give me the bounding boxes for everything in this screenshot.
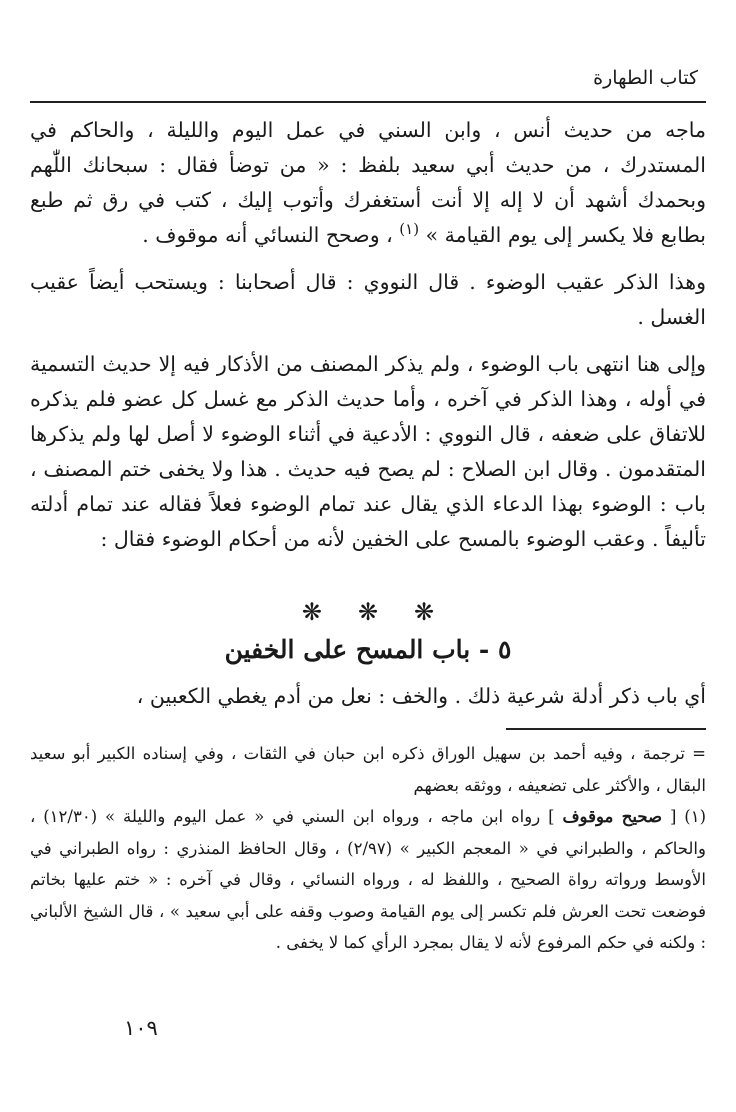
page-number: ١٠٩ <box>124 1016 158 1040</box>
footnote-1-grade: صحيح موقوف <box>562 807 663 826</box>
footnote-rule <box>506 728 706 730</box>
star-ornament-icon: ❋ <box>301 598 322 626</box>
main-text <box>30 113 706 557</box>
paragraph-3: وإلى هنا انتهى باب الوضوء ، ولم يذكر المصنف من الأذكار فيه إلا حديث التسمية في أوله ، وهذا الذكر في آخره ، وأما حديث الذكر مع غسل كل عضو فلم يذكره للاتفاق على ضعفه ، قال النووي : الأدعية في أثناء الوضوء لا أصل لها ولم يذكرها المتقدمون . وقال ابن الصلاح : لم يصح فيه حديث . هذا ولا يخفى ختم المصنف ، باب : الوضوء بهذا الدعاء الذي يقال عند تمام الوضوء فعلاً فقاله عند تمام أدلته تأليفاً . وعقب الوضوء بالمسح على الخفين لأنه من أحكام الوضوء فقال : <box>30 352 706 551</box>
chapter-first-line: أي باب ذكر أدلة شرعية ذلك . والخف : نعل من أدم يغطي الكعبين ، <box>136 684 706 708</box>
section-separator <box>0 598 736 626</box>
running-head-title: كتاب الطهارة <box>593 67 698 89</box>
footnote-1 <box>30 801 706 959</box>
star-ornament-icon: ❋ <box>357 598 379 626</box>
paragraph-2: وهذا الذكر عقيب الوضوء . قال النووي : قال أصحابنا : ويستحب أيضاً عقيب الغسل . <box>30 270 706 329</box>
footnote-continuation: = ترجمة ، وفيه أحمد بن سهيل الوراق ذكره ابن حبان في الثقات ، وفي إسناده الكبير أبو سعيد البقال ، والأكثر على تضعيفه ، ووثقه بعضهم <box>30 744 706 795</box>
footnote-ref-1[interactable]: (١) <box>399 220 420 239</box>
paragraph-1-text: ماجه من حديث أنس ، وابن السني في عمل اليوم والليلة ، والحاكم في المستدرك ، من حديث أبي سعيد بلفظ : « من توضأ فقال : سبحانك اللّٰهم وبحمدك أشهد أن لا إله إلا أنت أستغفرك وأتوب إليك ، كتب في رق ثم طبع بطابع فلا يكسر إلى يوم القيامة » <box>30 118 706 247</box>
paragraph-1 <box>30 113 706 253</box>
footnote-1-label: (١) [ <box>669 807 707 826</box>
footnotes <box>30 738 706 959</box>
paragraph-1-tail: ، وصحح النسائي أنه موقوف . <box>142 223 393 247</box>
footnote-1-text: ] رواه ابن ماجه ، ورواه ابن السني في « عمل اليوم والليلة » (١٢/٣٠) ، والحاكم ، والطبراني في « المعجم الكبير » (٢/٩٧) ، وقال الحافظ المنذري : رواه الطبراني في الأوسط ورواته رواة الصحيح ، واللفظ له ، ورواه النسائي ، وقال في آخره : « ختم عليها بخاتم فوضعت تحت العرش فلم تكسر إلى يوم القيامة وصوب وقفه على أبي سعيد » ، قال الشيخ الألباني : ولكنه في حكم المرفوع لأنه لا يقال بمجرد الرأي كما لا يخفى . <box>30 807 706 952</box>
star-ornament-icon: ❋ <box>414 598 435 626</box>
chapter-title: ٥ - باب المسح على الخفين <box>224 635 512 664</box>
header-rule <box>30 101 706 103</box>
